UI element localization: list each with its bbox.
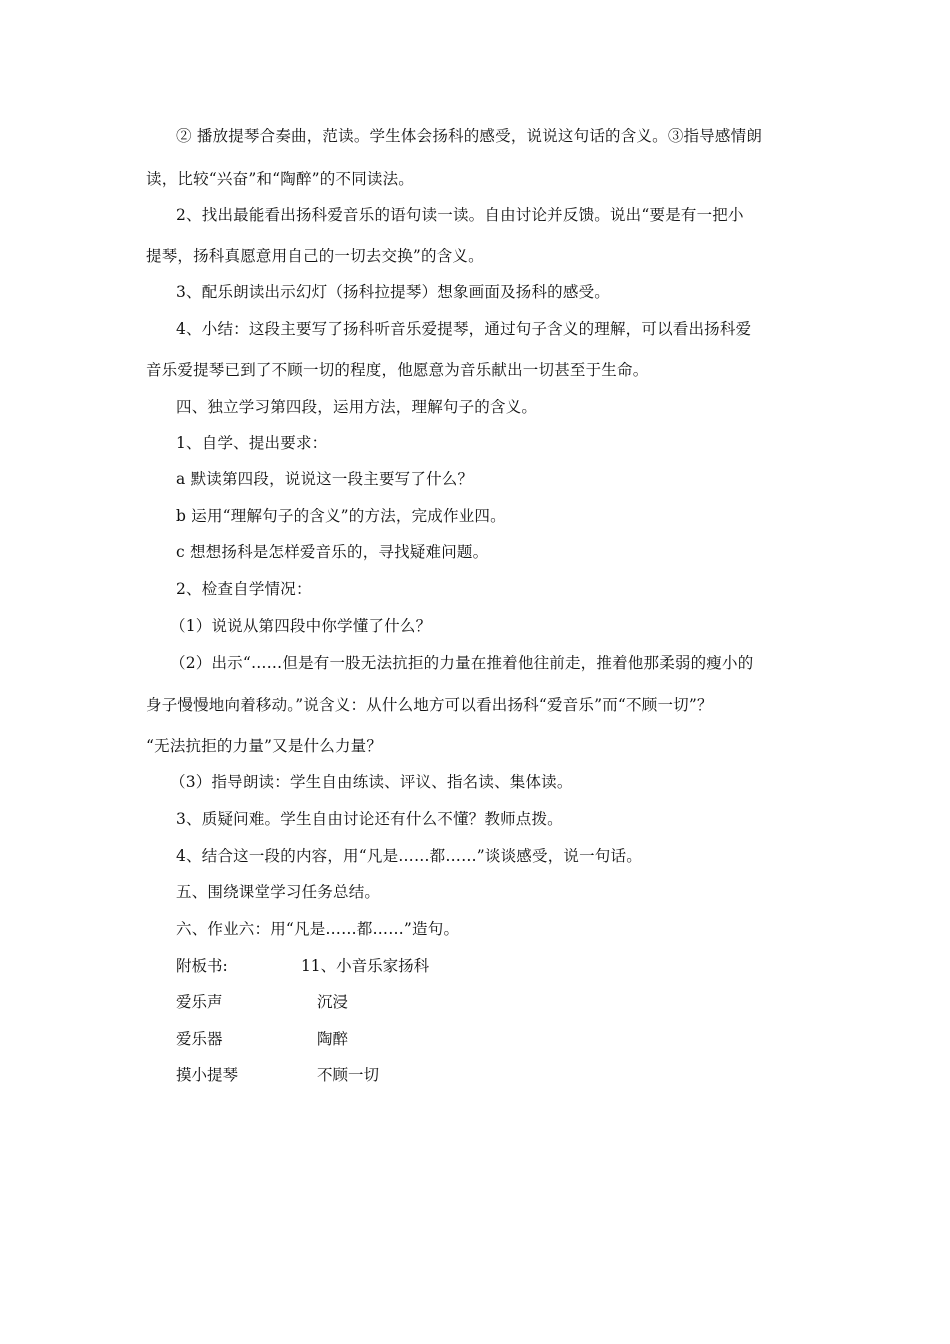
paragraph-line: 身子慢慢地向着移动。”说含义：从什么地方可以看出扬科“爱音乐”而“不顾一切”？ (146, 696, 713, 714)
board-left: 爱乐器 (176, 1030, 223, 1048)
list-item: （1）说说从第四段中你学懂了什么？ (170, 617, 432, 635)
paragraph-line: 音乐爱提琴已到了不顾一切的程度，他愿意为音乐献出一切甚至于生命。 (146, 361, 649, 379)
board-title: 11、小音乐家扬科 (300, 957, 430, 975)
board-row (176, 992, 348, 1012)
paragraph-line: 2、找出最能看出扬科爱音乐的语句读一读。自由讨论并反馈。说出“要是有一把小 (176, 206, 744, 224)
paragraph-line: “无法抗拒的力量”又是什么力量？ (146, 737, 383, 755)
section-heading: 六、作业六：用“凡是……都……”造句。 (176, 920, 460, 938)
paragraph-line: 4、结合这一段的内容，用“凡是……都……”谈谈感受，说一句话。 (176, 847, 642, 865)
list-item: （2）出示“……但是有一股无法抗拒的力量在推着他往前走，推着他那柔弱的瘦小的 (170, 654, 754, 672)
section-heading: 四、独立学习第四段，运用方法，理解句子的含义。 (176, 398, 538, 416)
list-item: b 运用“理解句子的含义”的方法，完成作业四。 (176, 507, 506, 525)
list-item: a 默读第四段，说说这一段主要写了什么？ (176, 470, 474, 488)
board-label: 附板书: (176, 957, 228, 975)
board-right: 陶醉 (316, 1030, 348, 1048)
paragraph-line: 读，比较“兴奋”和“陶醉”的不同读法。 (146, 170, 414, 188)
paragraph-line: 提琴，扬科真愿意用自己的一切去交换”的含义。 (146, 247, 484, 265)
paragraph-line: 2、检查自学情况： (176, 580, 312, 598)
list-item: （3）指导朗读：学生自由练读、评议、指名读、集体读。 (170, 773, 573, 791)
board-right: 不顾一切 (316, 1066, 379, 1084)
board-left: 爱乐声 (176, 993, 223, 1011)
list-item: c 想想扬科是怎样爱音乐的，寻找疑难问题。 (176, 543, 489, 561)
paragraph-line: 4、小结：这段主要写了扬科听音乐爱提琴，通过句子含义的理解，可以看出扬科爱 (176, 320, 752, 338)
board-title-row (176, 956, 429, 976)
board-left: 摸小提琴 (176, 1066, 239, 1084)
paragraph-line: 3、配乐朗读出示幻灯（扬科拉提琴）想象画面及扬科的感受。 (176, 283, 610, 301)
board-row (176, 1065, 379, 1085)
paragraph-line: 1、自学、提出要求： (176, 434, 328, 452)
section-heading: 五、围绕课堂学习任务总结。 (176, 883, 381, 901)
board-right: 沉浸 (316, 993, 348, 1011)
board-row (176, 1029, 348, 1049)
paragraph-line: 3、质疑问难。学生自由讨论还有什么不懂？教师点拨。 (176, 810, 563, 828)
paragraph-line: ② 播放提琴合奏曲，范读。学生体会扬科的感受，说说这句话的含义。③指导感情朗 (176, 127, 763, 145)
